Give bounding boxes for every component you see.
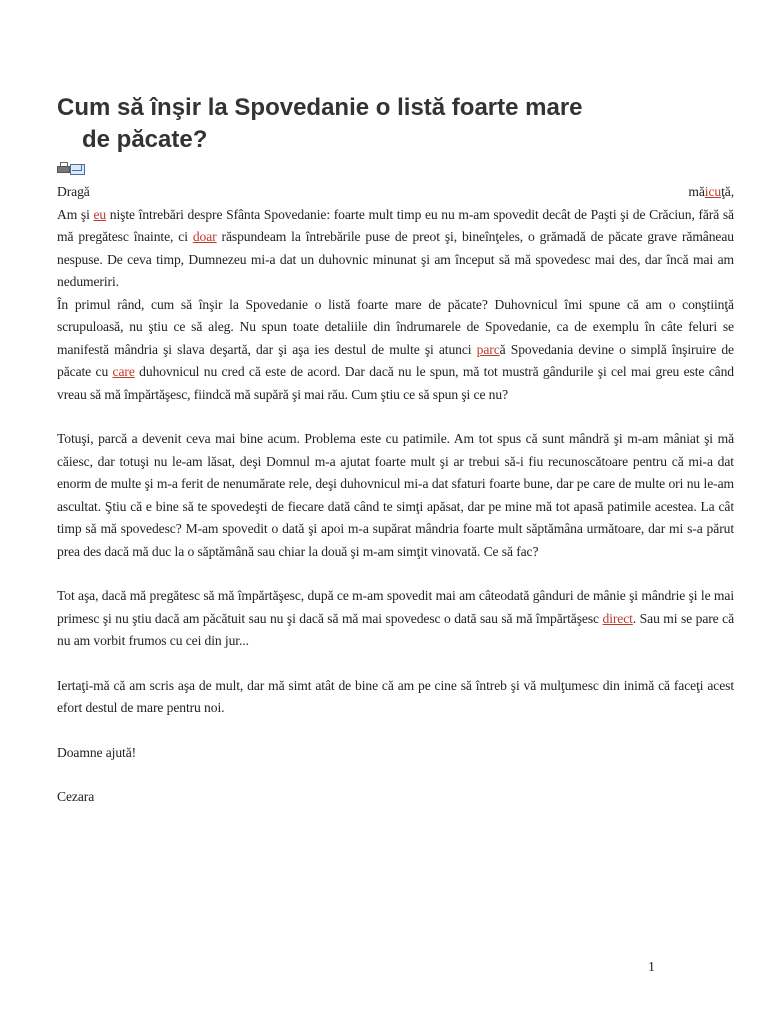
- document-page: [57, 92, 734, 809]
- article-title: [57, 92, 734, 156]
- p2-text-a: În primul rând, cum să înşir la Spovedanie o listă foarte mare de păcate? Duhovnicul îmi spune că am o conştiinţă scrupuloasă, nu ştiu ce să aleg. Nu spun toate detaliile din îndrumarele de Spovedanie, ca de exemplu în câte feluri se manifestă mândria şi slava deşartă, dar şi aşa ies destul de multe şi atunci: [57, 296, 734, 357]
- article-tools: [57, 162, 734, 176]
- closing-line: Doamne ajută!: [57, 744, 137, 760]
- p1-text-c: răspundeam la întrebările puse de preot şi, bineînţeles, o grămadă de păcate grave rămâneau nespuse. De ceva timp, Dumnezeu mi-a dat un duhovnic minunat şi am început să mă spovedesc mai des, dar încă mai am nedumeriri.: [57, 229, 734, 289]
- paragraph-3: Totuşi, parcă a devenit ceva mai bine acum. Problema este cu patimile. Am tot spus că sunt mândră şi m-am mâniat şi mă căiesc, dar totuşi nu le-am lăsat, deşi Domnul m-a ajutat foarte mult şi ar trebui să-i fiu recunoscătoare pentru că mi-a dat enorm de multe şi m-a ferit de nenumărate rele, deşi duhovnicul mi-a dat sfaturi foarte bune, dar pe care de multe ori nu le-am ascultat. Ştiu că e bine să te spovedeşti de fiecare dată când te simţi apăsat, dar pe mine mă tot apasă patimile acestea. La cât timp să mă spovedesc? M-am spovedit o dată şi apoi m-a supărat mândria foarte mult săptămâna următoare, dar mi s-a părut prea des dacă mă duc la o săptămână sau chiar la două şi m-am simţit vinovată. Ce să fac?: [57, 431, 734, 559]
- p4-text-b: . Sau mi se pare că nu am vorbit frumos cu cei din jur...: [57, 610, 735, 648]
- paragraph-2: [57, 294, 734, 407]
- paragraph-1: [57, 204, 734, 294]
- link-parc[interactable]: parc: [476, 341, 500, 357]
- greeting-right-start: mă: [688, 184, 705, 199]
- greeting-left: Dragă: [57, 184, 90, 199]
- p1-text-b: nişte întrebări despre Sfânta Spovedanie: foarte mult timp eu nu m-am spovedit decât de Paşti şi de Crăciun, fără să mă pregătesc înainte, ci: [57, 206, 734, 244]
- greeting-line: [57, 181, 734, 204]
- paragraph-4: [57, 585, 734, 653]
- link-direct[interactable]: direct: [602, 610, 633, 626]
- print-icon[interactable]: [57, 162, 69, 173]
- link-eu[interactable]: eu: [93, 206, 107, 222]
- email-icon[interactable]: [70, 164, 85, 175]
- article-body: [57, 181, 734, 809]
- p1-text-a: Am şi: [57, 206, 94, 222]
- paragraph-5: Iertaţi-mă că am scris aşa de mult, dar mă simt atât de bine că am pe cine să întreb şi vă mulţumesc din inimă că faceţi acest efort destul de mare pentru noi.: [57, 677, 734, 715]
- greeting-right: [688, 181, 734, 204]
- link-doar[interactable]: doar: [192, 229, 217, 244]
- title-line-2: de păcate?: [82, 126, 208, 153]
- page-number: 1: [648, 960, 655, 975]
- link-care[interactable]: care: [112, 364, 135, 379]
- greeting-link[interactable]: icu: [704, 184, 722, 199]
- p2-text-c: duhovnicul nu cred că este de acord. Dar dacă nu le spun, mă tot mustră gândurile şi cel mai greu este când vreau să mă împărtăşesc, fiindcă mă supără şi mai rău. Cum ştiu ce să spun şi ce nu?: [57, 364, 734, 402]
- signature: Cezara: [57, 789, 95, 804]
- title-line-1: Cum să înşir la Spovedanie o listă foarte mare: [57, 94, 583, 121]
- greeting-right-end: ţă,: [721, 184, 734, 199]
- p2-text-b: ă Spovedania devine o simplă înşiruire de păcate cu: [57, 341, 734, 379]
- p4-text-a: Tot aşa, dacă mă pregătesc să mă împărtăşesc, după ce m-am spovedit mai am câteodată gânduri de mânie şi mândrie şi le mai primesc şi nu ştiu dacă am păcătuit sau nu şi dacă să mă mai spovedesc o dată sau să mă împărtăşesc: [57, 588, 734, 626]
